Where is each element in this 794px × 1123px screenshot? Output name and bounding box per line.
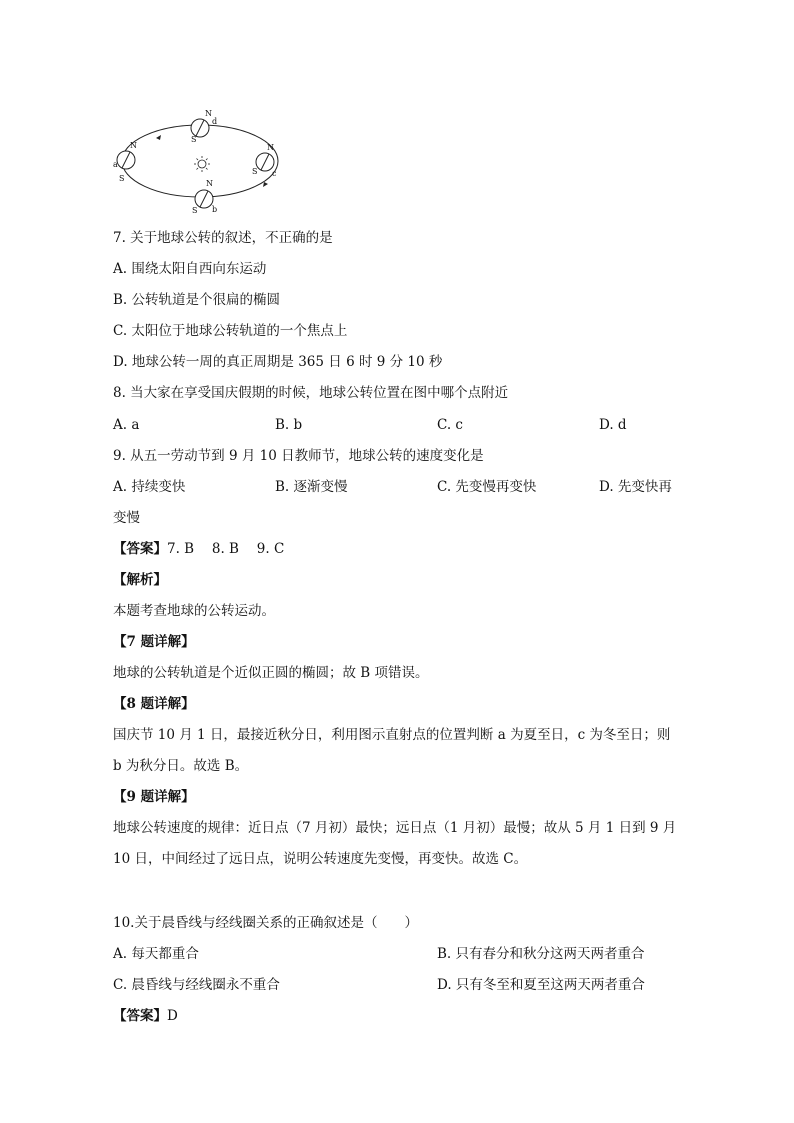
answer-tag: 【答案】	[113, 541, 167, 557]
earth-orbit-diagram	[108, 104, 288, 216]
label-s-top: S	[191, 135, 197, 144]
detail-7-text: 地球的公转轨道是个近似正圆的椭圆；故 B 项错误。	[113, 665, 429, 681]
label-b: b	[212, 205, 218, 214]
q10-stem: 10.关于晨昏线与经线圈关系的正确叙述是（ ）	[113, 915, 418, 931]
label-n-left: N	[130, 141, 137, 150]
label-s-bottom: S	[192, 206, 198, 215]
q7-option-d: D. 地球公转一周的真正周期是 365 日 6 时 9 分 10 秒	[113, 354, 443, 370]
answer-2-text: D	[167, 1008, 178, 1024]
label-d: d	[212, 117, 218, 126]
label-n-bottom: N	[206, 179, 213, 188]
q8-option-c: C. c	[437, 417, 463, 433]
q7-option-b: B. 公转轨道是个很扁的椭圆	[113, 292, 281, 308]
q7-option-a: A. 围绕太阳自西向东运动	[113, 261, 267, 277]
earth-left	[117, 151, 135, 169]
label-n-right: N	[267, 143, 274, 152]
q7-option-c: C. 太阳位于地球公转轨道的一个焦点上	[113, 323, 348, 339]
q10-option-c: C. 晨昏线与经线圈永不重合	[113, 977, 280, 993]
q9-option-b: B. 逐渐变慢	[275, 479, 348, 495]
q10-option-b: B. 只有春分和秋分这两天两者重合	[437, 946, 645, 962]
analysis-tag: 【解析】	[113, 572, 167, 588]
q8-option-d: D. d	[599, 417, 627, 433]
orbit-arrow-bottom	[263, 182, 268, 187]
answer-line-1	[113, 540, 284, 558]
q10-option-d: D. 只有冬至和夏至这两天两者重合	[437, 977, 645, 993]
q9-option-d-continued: 变慢	[113, 510, 140, 526]
answer-line-2	[113, 1007, 178, 1025]
detail-9-line-1: 地球公转速度的规律：近日点（7 月初）最快；远日点（1 月初）最慢；故从 5 月 1 日到 9 月	[113, 820, 677, 836]
q9-option-d: D. 先变快再	[599, 479, 672, 495]
orbit-arrow-left	[156, 135, 161, 140]
answer-2-tag: 【答案】	[113, 1008, 167, 1024]
detail-8-line-1: 国庆节 10 月 1 日，最接近秋分日，利用图示直射点的位置判断 a 为夏至日，c 为冬至日；则	[113, 727, 671, 743]
label-n-top: N	[205, 109, 212, 118]
answer-text: 7. B 8. B 9. C	[167, 541, 285, 557]
q9-option-a: A. 持续变快	[113, 479, 186, 495]
detail-7-tag: 【7 题详解】	[113, 634, 195, 650]
detail-9-line-2: 10 日，中间经过了远日点，说明公转速度先变慢，再变快。故选 C。	[113, 851, 528, 867]
q8-option-b: B. b	[275, 417, 303, 433]
q9-stem: 9. 从五一劳动节到 9 月 10 日教师节，地球公转的速度变化是	[113, 448, 484, 464]
label-s-left: S	[119, 174, 125, 183]
label-c: c	[272, 169, 277, 178]
q8-stem: 8. 当大家在享受国庆假期的时候，地球公转位置在图中哪个点附近	[113, 385, 509, 401]
detail-8-tag: 【8 题详解】	[113, 696, 195, 712]
q9-option-c: C. 先变慢再变快	[437, 479, 537, 495]
label-s-right: S	[252, 167, 258, 176]
analysis-text: 本题考查地球的公转运动。	[113, 603, 275, 619]
q10-option-a: A. 每天都重合	[113, 946, 199, 962]
detail-8-line-2: b 为秋分日。故选 B。	[113, 758, 249, 774]
sun-icon	[194, 156, 210, 172]
q8-option-a: A. a	[113, 417, 140, 433]
q7-stem: 7. 关于地球公转的叙述，不正确的是	[113, 230, 333, 246]
detail-9-tag: 【9 题详解】	[113, 789, 195, 805]
label-a: a	[113, 160, 118, 169]
earth-bottom	[195, 190, 213, 208]
